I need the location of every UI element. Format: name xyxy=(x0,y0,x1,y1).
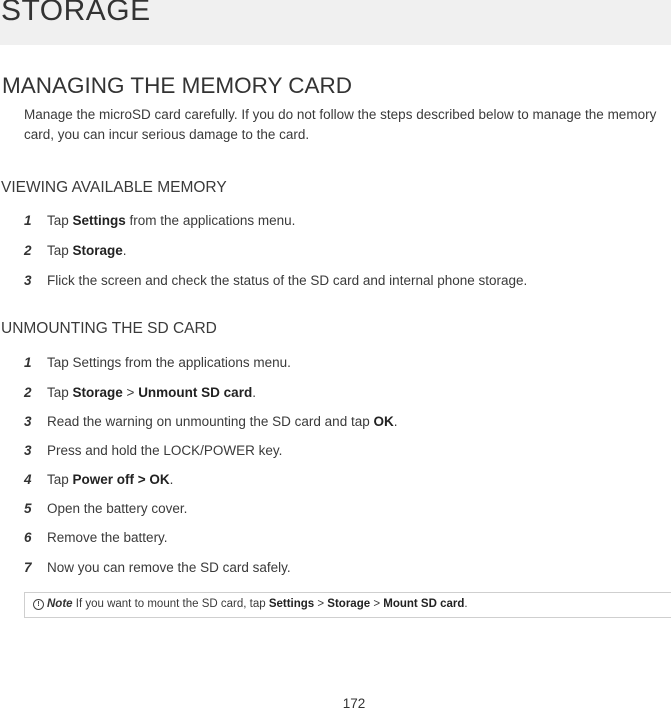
note-content: ! Note If you want to mount the SD card, tap Settings > Storage > Mount SD card. xyxy=(33,598,468,610)
viewing-memory-heading: VIEWING AVAILABLE MEMORY xyxy=(1,179,227,196)
step-number: 1 xyxy=(24,213,32,228)
step-text: Tap Settings from the applications menu. xyxy=(47,355,291,370)
ui-term-storage: Storage xyxy=(72,385,123,400)
step-text: Press and hold the LOCK/POWER key. xyxy=(47,443,283,458)
ui-term-ok: OK xyxy=(373,414,394,429)
step-text: Tap Storage > Unmount SD card. xyxy=(47,385,256,400)
ui-term-settings: Settings xyxy=(268,598,315,610)
step-text: Open the battery cover. xyxy=(47,501,188,516)
note-box xyxy=(24,592,671,618)
page-number: 172 xyxy=(342,696,366,711)
step-text: Tap Storage. xyxy=(47,243,127,258)
ui-term-power-off-ok: Power off > OK xyxy=(72,472,170,487)
chapter-header-bar xyxy=(0,0,671,45)
ui-term-storage: Storage xyxy=(327,598,371,610)
ui-term-unmount-sd-card: Unmount SD card xyxy=(138,385,253,400)
step-text: Now you can remove the SD card safely. xyxy=(47,560,291,575)
step-number: 3 xyxy=(24,273,32,288)
info-icon: ! xyxy=(33,599,44,610)
ui-term-settings: Settings xyxy=(72,213,126,228)
note-label: Note xyxy=(47,598,73,610)
step-number: 3 xyxy=(24,443,32,458)
step-text: Remove the battery. xyxy=(47,530,168,545)
section-title: MANAGING THE MEMORY CARD xyxy=(2,73,353,98)
ui-term-mount-sd-card: Mount SD card xyxy=(383,598,465,610)
step-number: 2 xyxy=(24,385,32,400)
step-text: Tap Settings from the applications menu. xyxy=(47,213,296,228)
section-intro: Manage the microSD card carefully. If you do not follow the steps described below to manage the memory card, you can incur serious damage to the card. xyxy=(24,107,657,142)
step-number: 2 xyxy=(24,243,32,258)
step-text: Read the warning on unmounting the SD card and tap OK. xyxy=(47,414,398,429)
chapter-title: STORAGE xyxy=(1,0,151,27)
step-text: Tap Power off > OK. xyxy=(47,472,174,487)
unmounting-heading: UNMOUNTING THE SD CARD xyxy=(1,320,217,337)
step-text: Flick the screen and check the status of the SD card and internal phone storage. xyxy=(47,273,528,288)
ui-term-storage: Storage xyxy=(72,243,123,258)
step-number: 1 xyxy=(24,355,32,370)
step-number: 6 xyxy=(24,530,32,545)
step-number: 7 xyxy=(24,560,32,575)
step-number: 5 xyxy=(24,501,32,516)
step-number: 3 xyxy=(24,414,32,429)
step-number: 4 xyxy=(24,472,32,487)
